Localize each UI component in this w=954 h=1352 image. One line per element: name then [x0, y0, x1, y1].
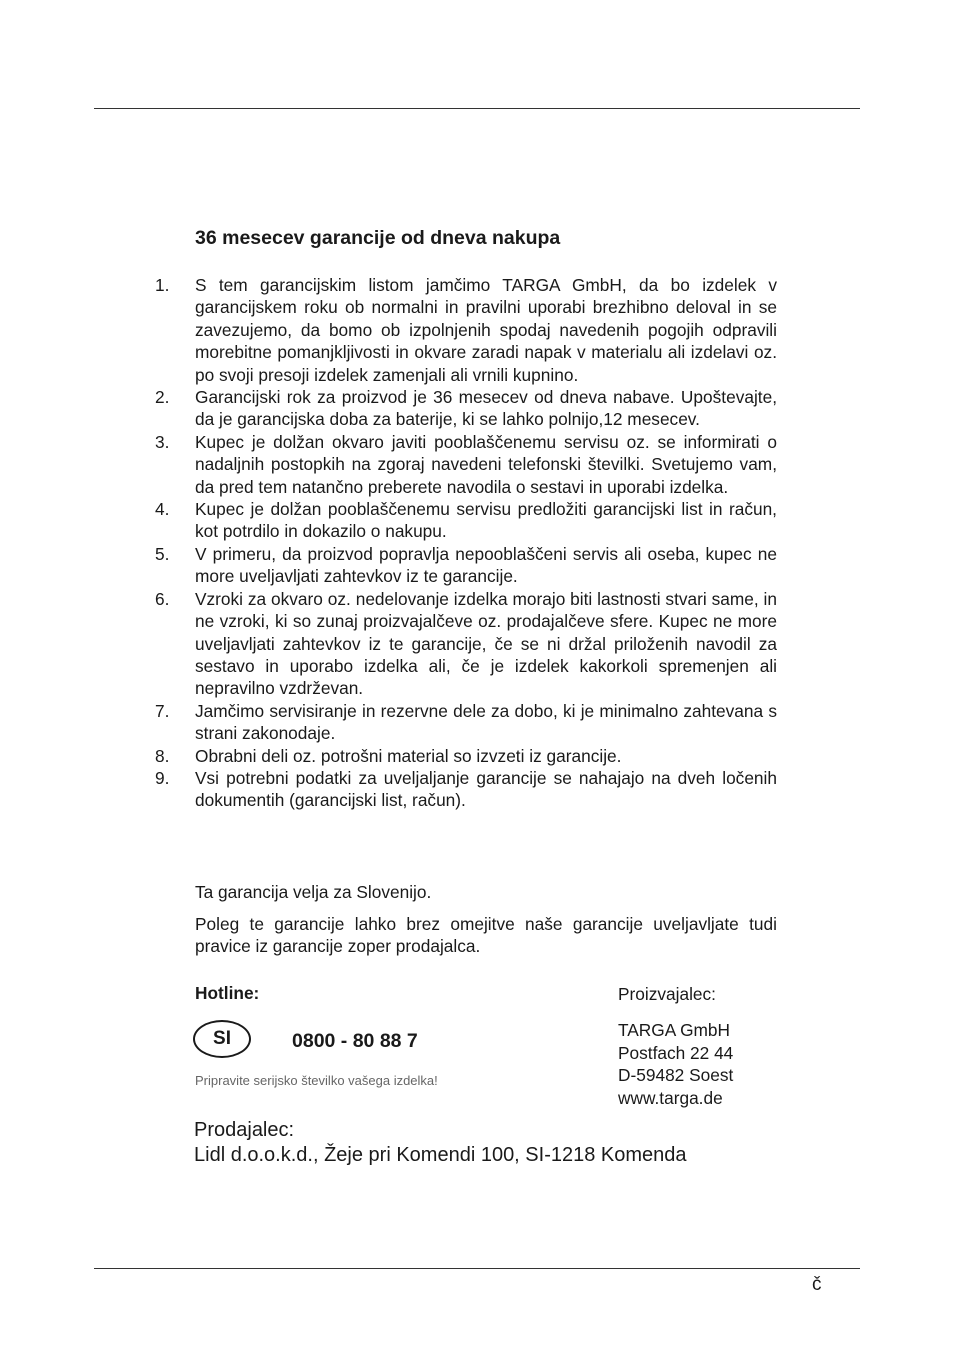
warranty-term [155, 767, 777, 812]
term-text: Jamčimo servisiranje in rezervne dele za dobo, ki je minimalno zahtevana s strani zakonodaje. [195, 700, 777, 744]
warranty-term [155, 274, 777, 386]
hotline-label: Hotline: [195, 983, 260, 1003]
validity-note: Ta garancija velja za Slovenijo. [195, 882, 432, 902]
term-text: Vzroki za okvaro oz. nedelovanje izdelka morajo biti lastnosti stvari same, in ne vzroki, ki so zunaj proizvajalčeve oz. prodajalčeve sfere. Kupec ne more uveljavljati zahtevkov iz te garancije, če se ni držal priloženih navodil za sestavo in uporabo izdelka ali, če je izdelek kakorkoli spremenjen ali nepravilno vzdrževan. [195, 588, 777, 699]
term-number: 1. [155, 275, 170, 295]
seller-details: Lidl d.o.o.k.d., Žeje pri Komendi 100, SI-1218 Komenda [194, 1144, 687, 1166]
warranty-term [155, 745, 777, 767]
term-text: Kupec je dolžan okvaro javiti pooblaščenemu servisu oz. se informirati o nadaljnih postopkih na zgoraj navedeni telefonski številki. Svetujemo vam, da pred tem natančno preberete navodila o sestavi in uporabi izdelka. [195, 431, 777, 497]
hotline-number: 0800 - 80 88 7 [292, 1030, 418, 1052]
warranty-terms-list [155, 274, 777, 812]
warranty-term [155, 431, 777, 498]
warranty-term [155, 700, 777, 745]
term-number: 4. [155, 499, 170, 520]
warranty-term [155, 588, 777, 700]
term-number: 3. [155, 431, 170, 452]
term-number: 5. [155, 543, 170, 564]
warranty-title: 36 mesecev garancije od dneva nakupa [195, 227, 561, 249]
footer-rule [94, 1268, 860, 1269]
term-text: Kupec je dolžan pooblaščenemu servisu predložiti garancijski list in račun, kot potrdilo in dokazilo o nakupu. [195, 499, 777, 542]
term-text: Vsi potrebni podatki za uveljaljanje garancije se nahajajo na dveh ločenih dokumentih (garancijski list, račun). [195, 767, 777, 811]
term-number: 7. [155, 700, 170, 721]
manufacturer-address [618, 1019, 733, 1109]
term-text: S tem garancijskim listom jamčimo TARGA GmbH, da bo izdelek v garancijskem roku ob normalni in pravilni uporabi brezhibno deloval in se zavezujemo, da bomo ob izpolnjenih spodaj navedenih pogojih odpravili morebitne pomanjkljivosti in okvare zaradi napak v materialu ali izdelavi oz. po svoji presoji izdelek zamenjali ali vrnili kupnino. [195, 275, 777, 385]
term-text: V primeru, da proizvod popravlja nepooblaščeni servis ali oseba, kupec ne more uveljavljati zahtevkov iz te garancije. [195, 543, 777, 587]
warranty-term [155, 543, 777, 588]
manufacturer-heading: Proizvajalec: [618, 984, 716, 1004]
seller-rights-note: Poleg te garancije lahko brez omejitve naše garancije uveljavljate tudi pravice iz garancije zoper prodajalca. [195, 914, 777, 957]
hotline-serial-note: Pripravite serijsko številko vašega izdelka! [195, 1073, 438, 1088]
page-marker: č [812, 1274, 822, 1295]
country-code-badge: SI [193, 1020, 251, 1058]
term-number: 6. [155, 588, 170, 609]
term-number: 2. [155, 387, 170, 408]
term-number: 8. [155, 745, 170, 766]
seller-block [194, 1118, 687, 1168]
manufacturer-block [618, 983, 733, 1109]
term-text: Garancijski rok za proizvod je 36 mesecev od dneva nabave. Upoštevajte, da je garancijska doba za baterije, ki se lahko polnijo,12 mesecev. [195, 387, 777, 430]
term-text: Obrabni deli oz. potrošni material so izvzeti iz garancije. [195, 745, 622, 766]
manufacturer-name: TARGA GmbH [618, 1020, 731, 1041]
manufacturer-website: www.targa.de [618, 1087, 723, 1108]
warranty-term [155, 386, 777, 431]
warranty-term [155, 498, 777, 543]
header-rule [94, 108, 860, 109]
manufacturer-postbox: Postfach 22 44 [618, 1042, 734, 1063]
manufacturer-city: D-59482 Soest [618, 1065, 734, 1086]
term-number: 9. [155, 767, 170, 788]
seller-heading: Prodajalec: [194, 1119, 295, 1141]
